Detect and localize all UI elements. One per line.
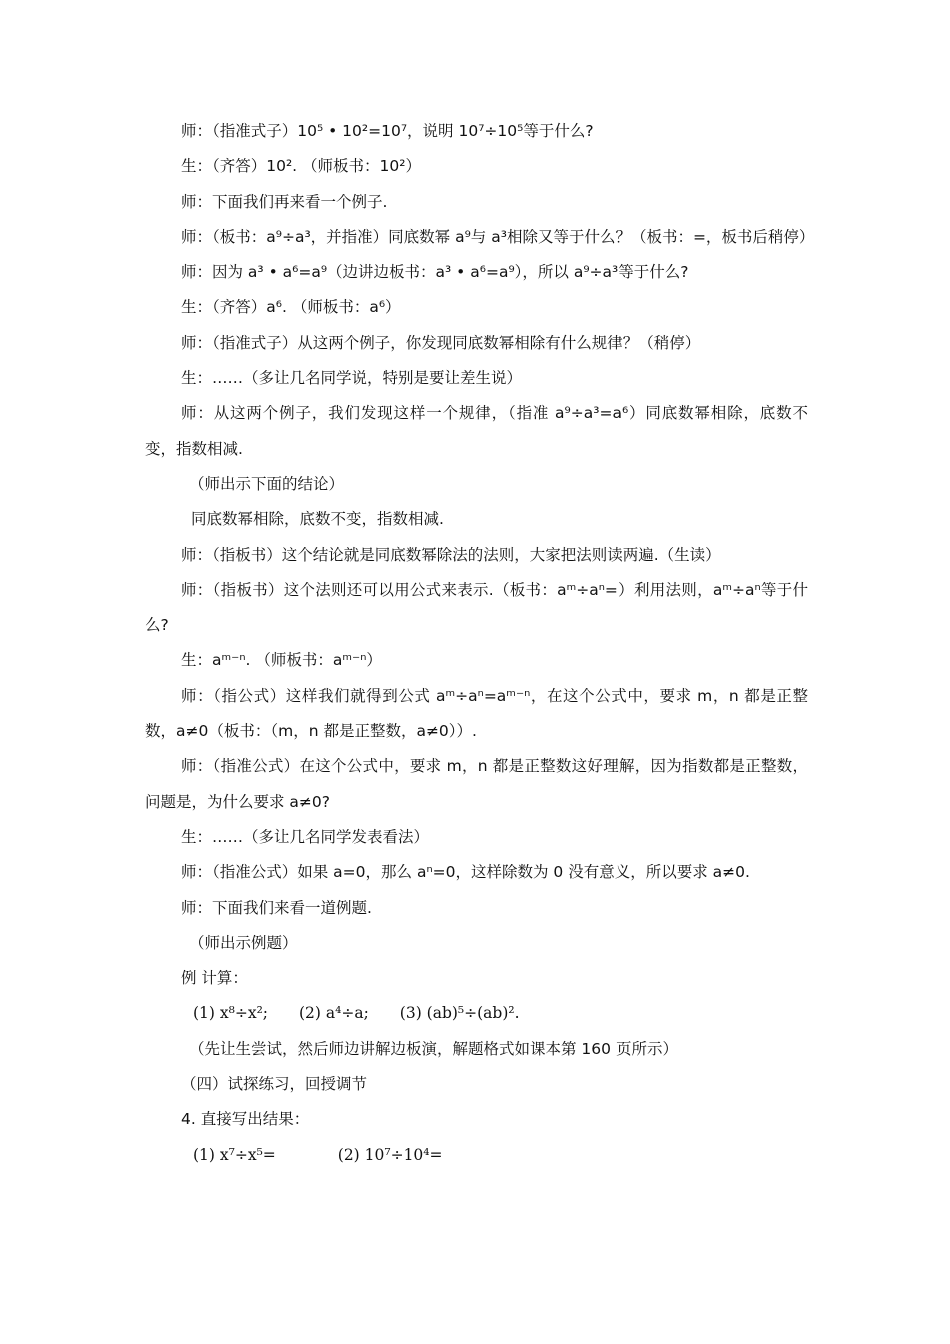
paragraph: 师：因为 a³ • a⁶=a⁹（边讲边板书：a³ • a⁶=a⁹），所以 a⁹÷a³等于什么? bbox=[181, 263, 689, 282]
paragraph: 生：aᵐ⁻ⁿ. （师板书：aᵐ⁻ⁿ） bbox=[181, 651, 382, 670]
paragraph: 师：（指板书）这个结论就是同底数幂除法的法则，大家把法则读两遍.（生读） bbox=[181, 545, 721, 564]
section-heading: （四）试探练习，回授调节 bbox=[181, 1075, 368, 1094]
paragraph: 师：下面我们来看一道例题. bbox=[181, 898, 372, 917]
conclusion: 同底数幂相除，底数不变，指数相减. bbox=[191, 510, 444, 529]
paragraph: 师：（指公式）这样我们就得到公式 aᵐ÷aⁿ=aᵐ⁻ⁿ，在这个公式中，要求 m，n 都是正整数，a≠0（板书：（m，n 都是正整数，a≠0））. bbox=[145, 686, 808, 741]
example-problems: (1) x⁸÷x²; (2) a⁴÷a; (3) (ab)⁵÷(ab)². bbox=[193, 1004, 520, 1023]
paragraph: 师：（指准式子）10⁵ • 10²=10⁷，说明 10⁷÷10⁵等于什么? bbox=[181, 122, 594, 140]
paragraph: 生：……（多让几名同学说，特别是要让差生说） bbox=[181, 369, 523, 388]
paragraph: 师：（指准公式）如果 a=0，那么 aⁿ=0，这样除数为 0 没有意义，所以要求 a≠0. bbox=[181, 863, 750, 882]
paragraph: 生：（齐答）10². （师板书：10²） bbox=[181, 157, 421, 176]
exercise-heading: 4. 直接写出结果： bbox=[181, 1110, 310, 1129]
paragraph: 师：下面我们再来看一个例子. bbox=[181, 192, 388, 211]
paragraph: 师：（指准式子）从这两个例子，你发现同底数幂相除有什么规律？（稍停） bbox=[181, 333, 701, 352]
paragraph: （师出示下面的结论） bbox=[189, 474, 345, 493]
exercise-problems: (1) x⁷÷x⁵= (2) 10⁷÷10⁴= bbox=[193, 1145, 443, 1164]
paragraph: 师：（指板书）这个法则还可以用公式来表示.（板书：aᵐ÷aⁿ=）利用法则，aᵐ÷aⁿ等于什么? bbox=[145, 580, 808, 635]
example-heading: 例 计算： bbox=[181, 969, 248, 988]
paragraph: 师：（指准公式）在这个公式中，要求 m，n 都是正整数这好理解，因为指数都是正整数，问题是，为什么要求 a≠0? bbox=[145, 757, 808, 811]
paragraph: 生：……（多让几名同学发表看法） bbox=[181, 827, 430, 846]
paragraph: 师：（板书：a⁹÷a³，并指准）同底数幂 a⁹与 a³相除又等于什么？（板书：=，板书后稍停） bbox=[181, 227, 815, 246]
paragraph: 生：（齐答）a⁶. （师板书：a⁶） bbox=[181, 298, 401, 317]
paragraph: （师出示例题） bbox=[189, 933, 298, 952]
document-body bbox=[145, 114, 815, 1173]
paragraph: 师：从这两个例子，我们发现这样一个规律，（指准 a⁹÷a³=a⁶）同底数幂相除，底数不变，指数相减. bbox=[145, 404, 808, 458]
paragraph: （先让生尝试，然后师边讲解边板演，解题格式如课本第 160 页所示） bbox=[189, 1039, 678, 1058]
